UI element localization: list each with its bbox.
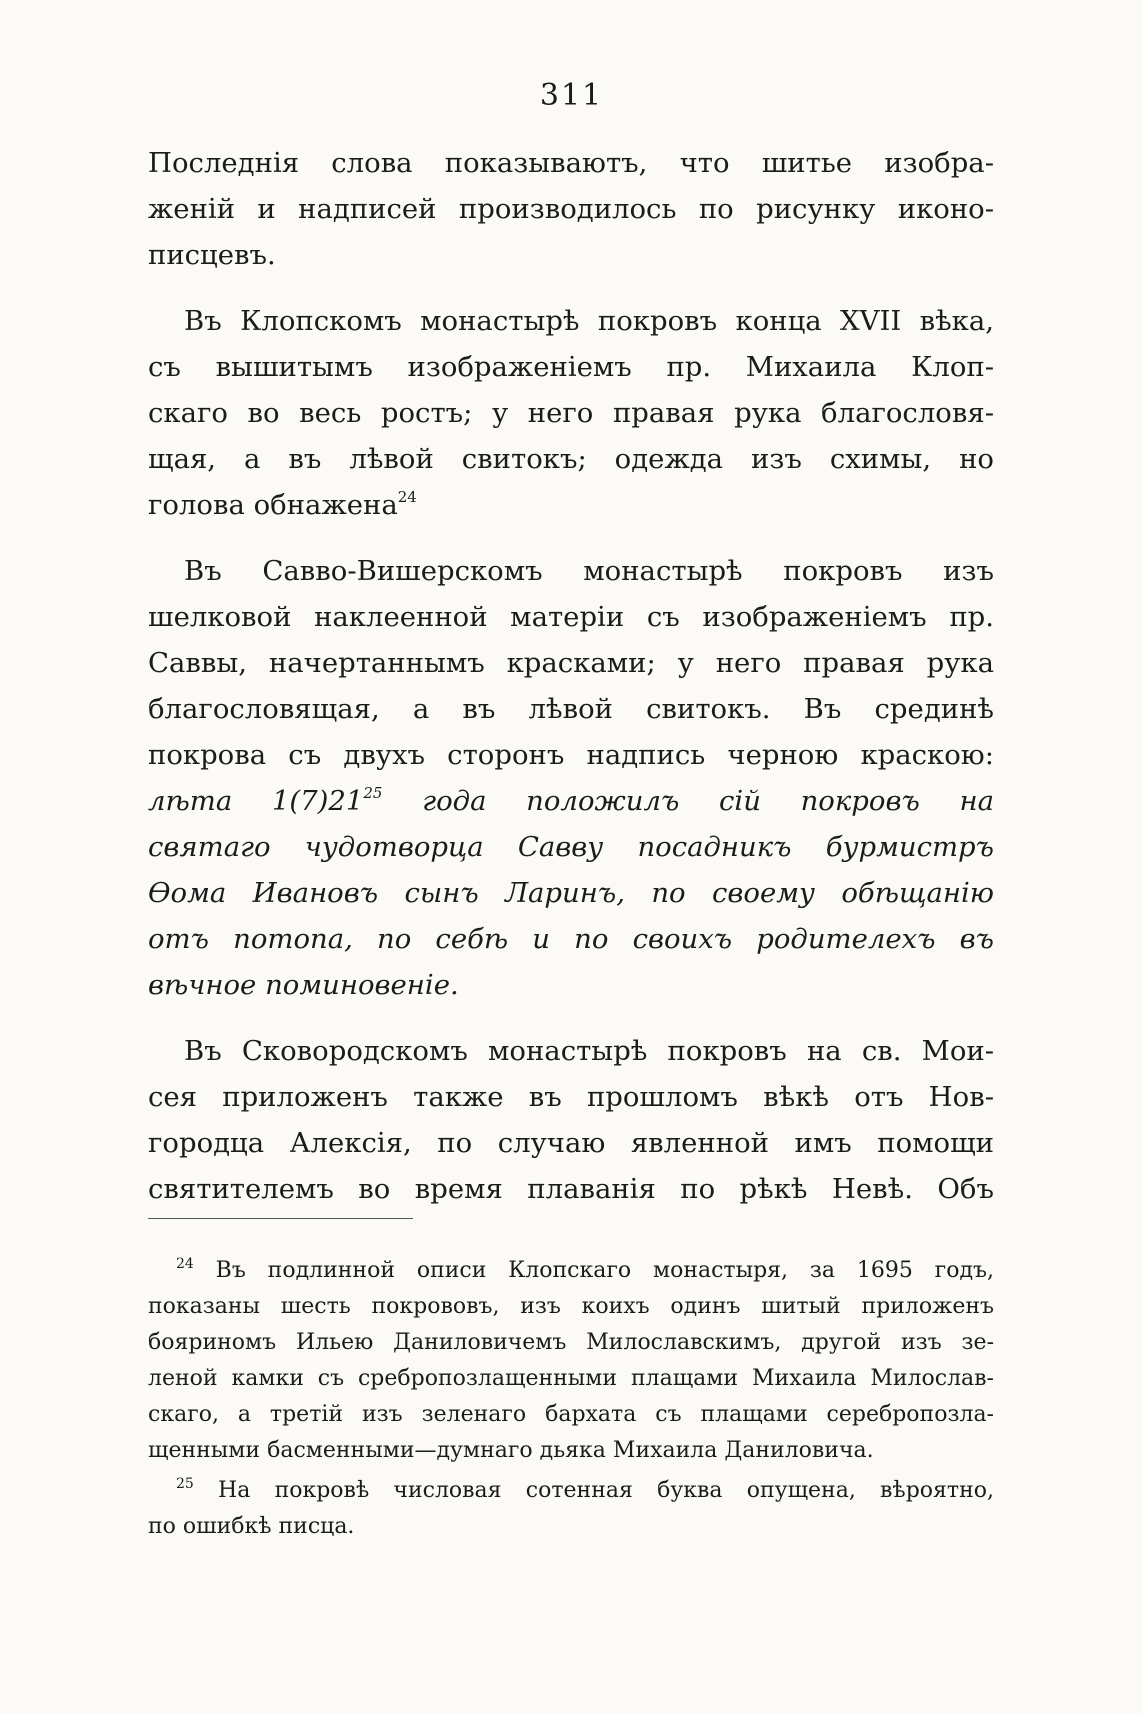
- text-line: [148, 778, 994, 824]
- text-line: женій и надписей производилось по рисунку иконо-: [148, 193, 994, 225]
- text-line: съ вышитымъ изображеніемъ пр. Михаила Клоп-: [148, 351, 994, 383]
- footnote-line: леной камки съ сребропозлащенными плащами Михаила Милослав-: [148, 1366, 994, 1391]
- footnotes: [148, 1253, 994, 1545]
- text-line: щая, а въ лѣвой свитокъ; одежда изъ схимы, но: [148, 443, 994, 475]
- footnote-divider: [148, 1218, 413, 1219]
- text-line: благословящая, а въ лѣвой свитокъ. Въ срединѣ: [148, 693, 994, 725]
- footnote-line: [148, 1473, 994, 1509]
- page-number: 311: [539, 78, 604, 113]
- paragraph-2: [148, 298, 994, 528]
- text-line: скаго во весь ростъ; у него правая рука благословя-: [148, 397, 994, 429]
- footnote-line: щенными басменными—думнаго дьяка Михаила Даниловича.: [148, 1438, 874, 1463]
- footnote-mark: 24: [176, 1256, 194, 1272]
- text-line: шелковой наклеенной матеріи съ изображеніемъ пр.: [148, 601, 994, 633]
- footnote-25: [148, 1473, 994, 1545]
- footnote-mark: 25: [176, 1476, 194, 1492]
- text-line: Въ Сковородскомъ монастырѣ покровъ на св. Мои-: [184, 1035, 994, 1067]
- text-line: святаго чудотворца Савву посадникъ бурмистръ: [148, 831, 994, 863]
- footnote-ref-24: 24: [397, 488, 417, 506]
- text-line: отъ потопа, по себѣ и по своихъ родителехъ въ: [148, 923, 994, 955]
- text-line: писцевъ.: [148, 239, 276, 271]
- text-line: Последнія слова показываютъ, что шитье изобра-: [148, 147, 994, 179]
- text-line: сея приложенъ также въ прошломъ вѣкѣ отъ Нов-: [148, 1081, 994, 1113]
- text-line: Саввы, начертаннымъ красками; у него правая рука: [148, 647, 994, 679]
- footnote-line: скаго, а третій изъ зеленаго бархата съ плащами серебропозла-: [148, 1402, 994, 1427]
- text-line: вѣчное поминовеніе.: [148, 969, 459, 1001]
- text-line: [148, 482, 994, 528]
- footnote-24: [148, 1253, 994, 1469]
- footnote-line: по ошибкѣ писца.: [148, 1514, 355, 1539]
- paragraph-3: [148, 548, 994, 1008]
- footnote-line: бояриномъ Ильею Даниловичемъ Милославскимъ, другой изъ зе-: [148, 1330, 994, 1355]
- text-line: святителемъ во время плаванія по рѣкѣ Невѣ. Объ: [148, 1173, 994, 1205]
- text-line: Ѳома Ивановъ сынъ Ларинъ, по своему обѣщанію: [148, 877, 994, 909]
- text-fragment: лѣта 1(7)21: [148, 785, 364, 817]
- text-fragment: голова обнажена: [148, 489, 398, 521]
- text-fragment: Въ подлинной описи Клопскаго монастыря, за 1695 годъ,: [215, 1258, 994, 1283]
- paragraph-1: [148, 140, 994, 278]
- text-fragment: На покровѣ числовая сотенная буква опущена, вѣроятно,: [218, 1478, 994, 1503]
- text-line: покрова съ двухъ сторонъ надпись черною краскою:: [148, 739, 994, 771]
- paragraph-4: [148, 1028, 994, 1212]
- text-fragment: года положилъ сій покровъ на: [422, 785, 994, 817]
- text-line: Въ Клопскомъ монастырѣ покровъ конца XVII вѣка,: [184, 305, 994, 337]
- footnote-line: показаны шесть покрововъ, изъ коихъ одинъ шитый приложенъ: [148, 1294, 994, 1319]
- main-text: [148, 140, 994, 1212]
- text-line: Въ Савво-Вишерскомъ монастырѣ покровъ изъ: [184, 555, 994, 587]
- footnote-ref-25: 25: [363, 784, 383, 802]
- footnote-line: [148, 1253, 994, 1289]
- text-line: городца Алексія, по случаю явленной имъ помощи: [148, 1127, 994, 1159]
